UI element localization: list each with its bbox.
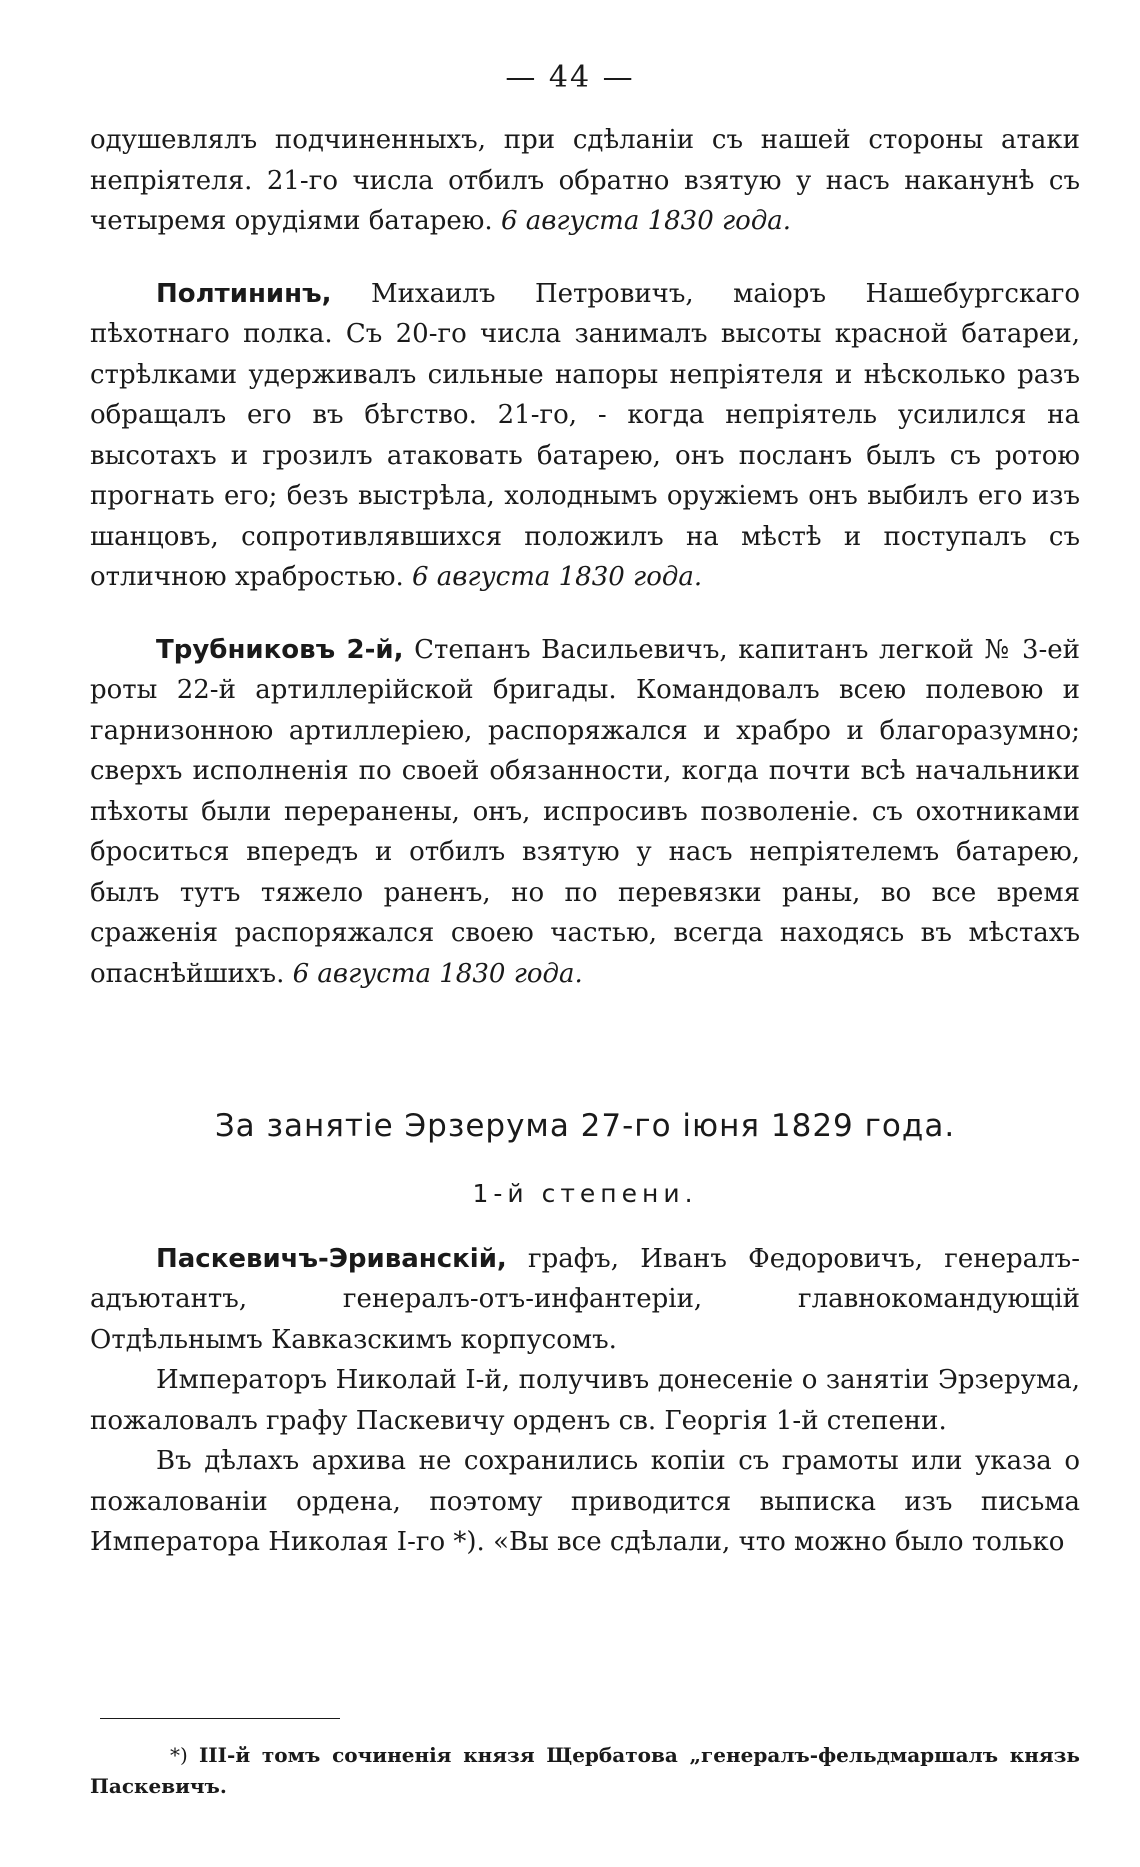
footnote [90, 1740, 1080, 1802]
entry-name: Трубниковъ 2-й, [156, 634, 404, 665]
entry-trubnikov [90, 630, 1080, 995]
page-number: — 44 — [505, 60, 635, 95]
paragraph-emperor: Императоръ Николай I-й, получивъ донесеніе о занятіи Эрзерума, пожаловалъ графу Паскевичу орденъ св. Георгія 1-й степени. [90, 1365, 1080, 1436]
entry-continuation [90, 120, 1080, 242]
main-text [90, 120, 1080, 1563]
entry-poltinin [90, 274, 1080, 598]
footnote-divider [100, 1718, 340, 1719]
entry-date: 6 августа 1830 года. [500, 206, 792, 236]
entry-text: одушевлялъ подчиненныхъ, при сдѣланіи съ нашей стороны атаки непріятеля. 21-го числа отбилъ обратно взятую у насъ наканунѣ съ четыремя орудіями батарею. [90, 125, 1080, 236]
entry-text: Степанъ Васильевичъ, капитанъ легкой № 3-ей роты 22-й артиллерійской бригады. Командовалъ всею полевою и гарнизонною артиллеріею, распоряжался и храбро и благоразумно; сверхъ исполненія по своей обязанности, когда почти всѣ начальники пѣхоты были переранены, онъ, испросивъ позволеніе. съ охотниками броситься впередъ и отбилъ взятую у насъ непріятелемъ батарею, былъ тутъ тяжело раненъ, но по перевязки раны, во все время сраженія распоряжался своею частью, всегда находясь въ мѣстахъ опаснѣйшихъ. [90, 634, 1080, 989]
paragraph-archive: Въ дѣлахъ архива не сохранились копіи съ грамоты или указа о пожалованіи ордена, поэтому приводится выписка изъ письма Императора Николая І-го *). «Вы все сдѣлали, что можно было только [90, 1446, 1080, 1557]
entry-text: Михаилъ Петровичъ, маіоръ Нашебургскаго пѣхотнаго полка. Съ 20-го числа занималъ высоты красной батареи, стрѣлками удерживалъ сильные напоры непріятеля и нѣсколько разъ обращалъ его въ бѣгство. 21-го, - когда непріятель усилился на высотахъ и грозилъ атаковать батарею, онъ посланъ былъ съ ротою прогнать его; безъ выстрѣла, холоднымъ оружіемъ онъ выбилъ его изъ шанцовъ, сопротивлявшихся положилъ на мѣстѣ и поступалъ съ отличною храбростью. [90, 278, 1080, 592]
entry-date: 6 августа 1830 года. [292, 958, 583, 989]
section-heading [90, 1104, 1080, 1215]
entry-text: графъ, Иванъ Федоровичъ, генералъ-адъютантъ, генералъ-отъ-инфантеріи, главнокомандующій Отдѣльнымъ Кавказскимъ корпусомъ. [90, 1243, 1080, 1355]
footnote-text: III-й томъ сочиненія князя Щербатова „генералъ-фельдмаршалъ князь Паскевичъ. [90, 1743, 1080, 1798]
entry-name: Полтининъ, [156, 278, 332, 309]
entry-paskevich [90, 1239, 1080, 1361]
section-degree: 1-й степени. [472, 1179, 698, 1208]
entry-date: 6 августа 1830 года. [411, 562, 703, 592]
section-title: За занятіе Эрзерума 27-го іюня 1829 года. [214, 1108, 956, 1144]
entry-name: Паскевичъ-Эриванскій, [156, 1243, 507, 1274]
footnote-mark: *) [170, 1743, 199, 1767]
